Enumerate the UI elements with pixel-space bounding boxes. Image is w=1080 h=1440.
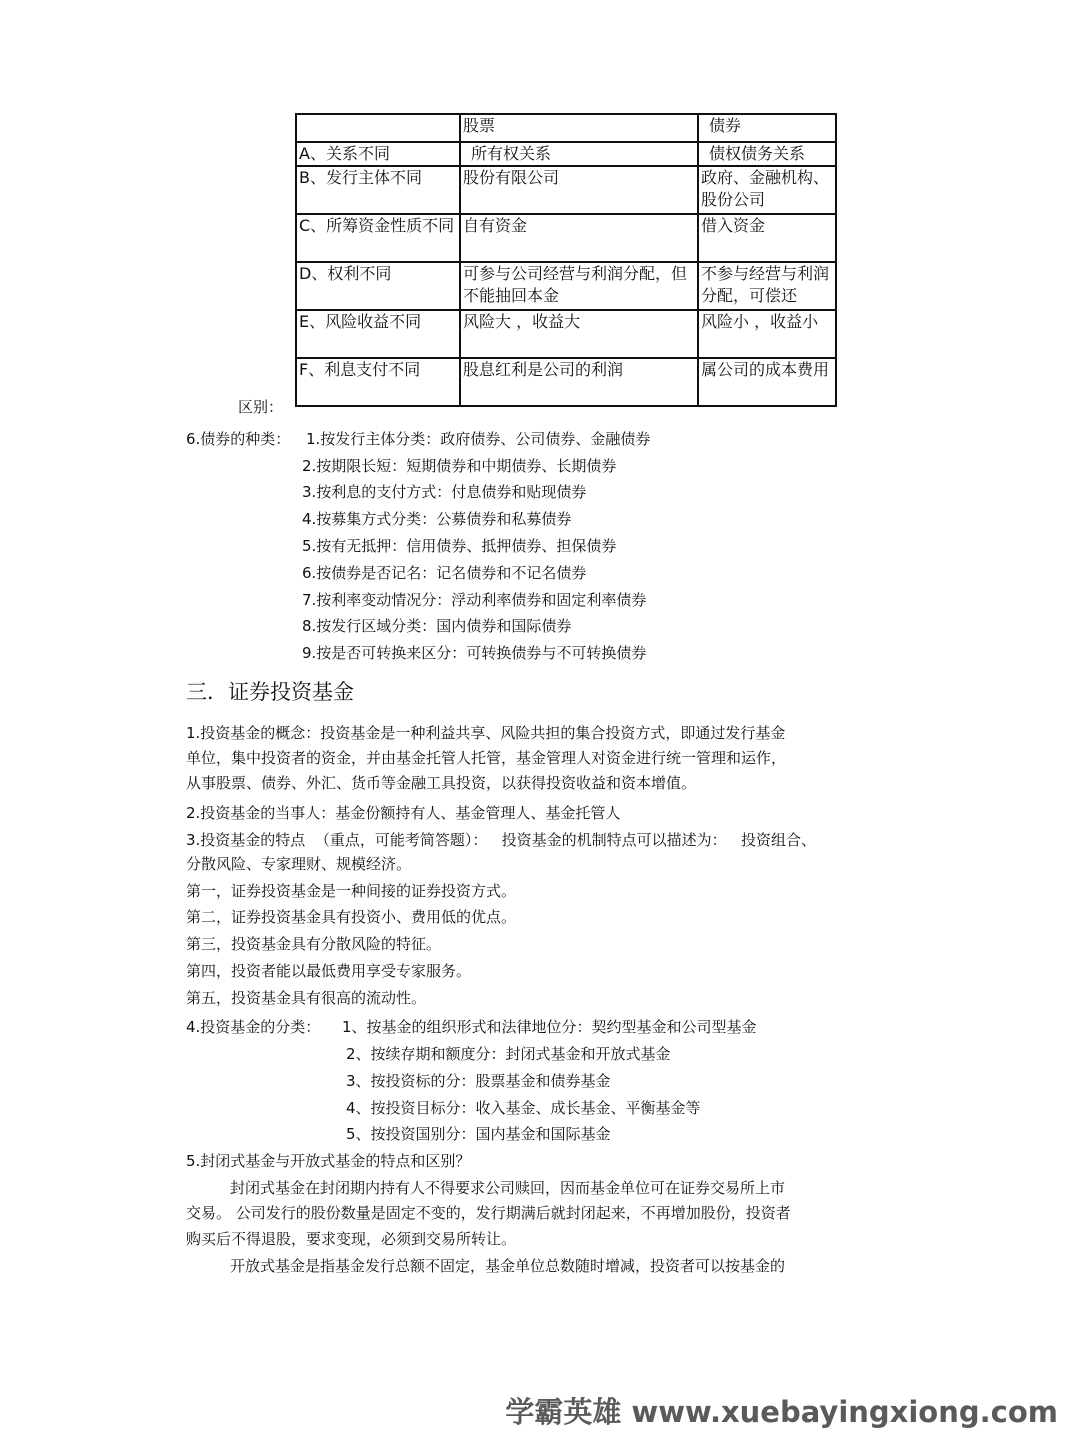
table-row: [296, 310, 836, 358]
table-row: [296, 262, 836, 310]
open-fund-line: 开放式基金是指基金发行总额不固定，基金单位总数随时增减，投资者可以按基金的: [230, 1257, 786, 1275]
feature-item: 第五，投资基金具有很高的流动性。: [186, 989, 427, 1007]
cell-bond: 借入资金: [698, 214, 836, 262]
cell-stock: 可参与公司经营与利润分配，但不能抽回本金: [460, 262, 698, 310]
bond-type-item: 7.按利率变动情况分：浮动利率债券和固定利率债券: [302, 591, 647, 609]
bond-type-item: 6.按债券是否记名：记名债券和不记名债券: [302, 564, 587, 582]
bond-type-item: 9.按是否可转换来区分：可转换债券与不可转换债券: [302, 644, 647, 662]
watermark-text: 学霸英雄 www.xuebayingxiong.com: [505, 1395, 1058, 1429]
cell-stock: 自有资金: [460, 214, 698, 262]
closed-fund-line: 购买后不得退股，要求变现，必须到交易所转让。: [186, 1230, 517, 1248]
cell-bond: 属公司的成本费用: [698, 358, 836, 406]
cell-stock: 风险大 ，收益大: [460, 310, 698, 358]
table-row: [296, 358, 836, 406]
classification-item: 4、按投资目标分：收入基金、成长基金、平衡基金等: [346, 1099, 701, 1117]
closed-fund-line: 封闭式基金在封闭期内持有人不得要求公司赎回，因而基金单位可在证券交易所上市: [230, 1179, 786, 1197]
table-label: 区别：: [238, 398, 284, 416]
question-line: 5.封闭式基金与开放式基金的特点和区别？: [186, 1152, 471, 1170]
cell-aspect: D、权利不同: [296, 262, 460, 310]
parties-line: 2.投资基金的当事人：基金份额持有人、基金管理人、基金托管人: [186, 804, 621, 822]
cell-aspect: F、利息支付不同: [296, 358, 460, 406]
cell-aspect: A、关系不同: [296, 142, 460, 166]
classification-item: 1、按基金的组织形式和法律地位分：契约型基金和公司型基金: [342, 1018, 757, 1036]
table-row: [296, 142, 836, 166]
cell-stock: 所有权关系: [460, 142, 698, 166]
header-cell-bond: 债券: [698, 114, 836, 142]
header-cell-aspect: [296, 114, 460, 142]
closed-fund-line: 交易。 公司发行的股份数量是固定不变的，发行期满后就封闭起来，不再增加股份，投资者: [186, 1204, 791, 1222]
feature-item: 第二，证券投资基金具有投资小、费用低的优点。: [186, 908, 517, 926]
bond-type-item: 5.按有无抵押：信用债券、抵押债券、担保债券: [302, 537, 617, 555]
cell-stock: 股份有限公司: [460, 166, 698, 214]
cell-aspect: B、发行主体不同: [296, 166, 460, 214]
bond-type-item: 8.按发行区域分类：国内债券和国际债券: [302, 617, 572, 635]
classification-item: 5、按投资国别分：国内基金和国际基金: [346, 1125, 611, 1143]
cell-bond: 风险小 ，收益小: [698, 310, 836, 358]
feature-item: 第四，投资者能以最低费用享受专家服务。: [186, 962, 472, 980]
stock-bond-comparison-table: [295, 113, 837, 407]
concept-line: 1.投资基金的概念：投资基金是一种利益共享、风险共担的集合投资方式，即通过发行基金: [186, 724, 786, 742]
section-title: 三．证券投资基金: [186, 680, 354, 704]
cell-bond: 政府、金融机构、股份公司: [698, 166, 836, 214]
bond-type-item: 4.按募集方式分类：公募债券和私募债券: [302, 510, 572, 528]
bond-type-item: 2.按期限长短：短期债券和中期债券、长期债券: [302, 457, 617, 475]
bond-type-item: 3.按利息的支付方式：付息债券和贴现债券: [302, 483, 587, 501]
header-cell-stock: 股票: [460, 114, 698, 142]
cell-bond: 债权债务关系: [698, 142, 836, 166]
table-row: [296, 166, 836, 214]
bond-types-label: 6.债券的种类：: [186, 430, 291, 448]
feature-item: 第一，证券投资基金是一种间接的证券投资方式。: [186, 882, 517, 900]
classification-item: 3、按投资标的分：股票基金和债券基金: [346, 1072, 611, 1090]
cell-aspect: C、所筹资金性质不同: [296, 214, 460, 262]
cell-bond: 不参与经营与利润分配，可偿还: [698, 262, 836, 310]
classification-item: 2、按续存期和额度分：封闭式基金和开放式基金: [346, 1045, 671, 1063]
cell-stock: 股息红利是公司的利润: [460, 358, 698, 406]
concept-line: 单位，集中投资者的资金，并由基金托管人托管，基金管理人对资金进行统一管理和运作，: [186, 749, 787, 767]
feature-item: 第三，投资基金具有分散风险的特征。: [186, 935, 442, 953]
cell-aspect: E、风险收益不同: [296, 310, 460, 358]
features-intro-line: 3.投资基金的特点 （重点，可能考简答题）： 投资基金的机制特点可以描述为： 投资组合、: [186, 831, 816, 849]
bond-type-item: 1.按发行主体分类：政府债券、公司债券、金融债券: [306, 430, 651, 448]
classification-label: 4.投资基金的分类：: [186, 1018, 321, 1036]
table-header-row: [296, 114, 836, 142]
table-row: [296, 214, 836, 262]
features-intro-line: 分散风险、专家理财、规模经济。: [186, 855, 412, 873]
concept-line: 从事股票、债券、外汇、货币等金融工具投资，以获得投资收益和资本增值。: [186, 774, 697, 792]
